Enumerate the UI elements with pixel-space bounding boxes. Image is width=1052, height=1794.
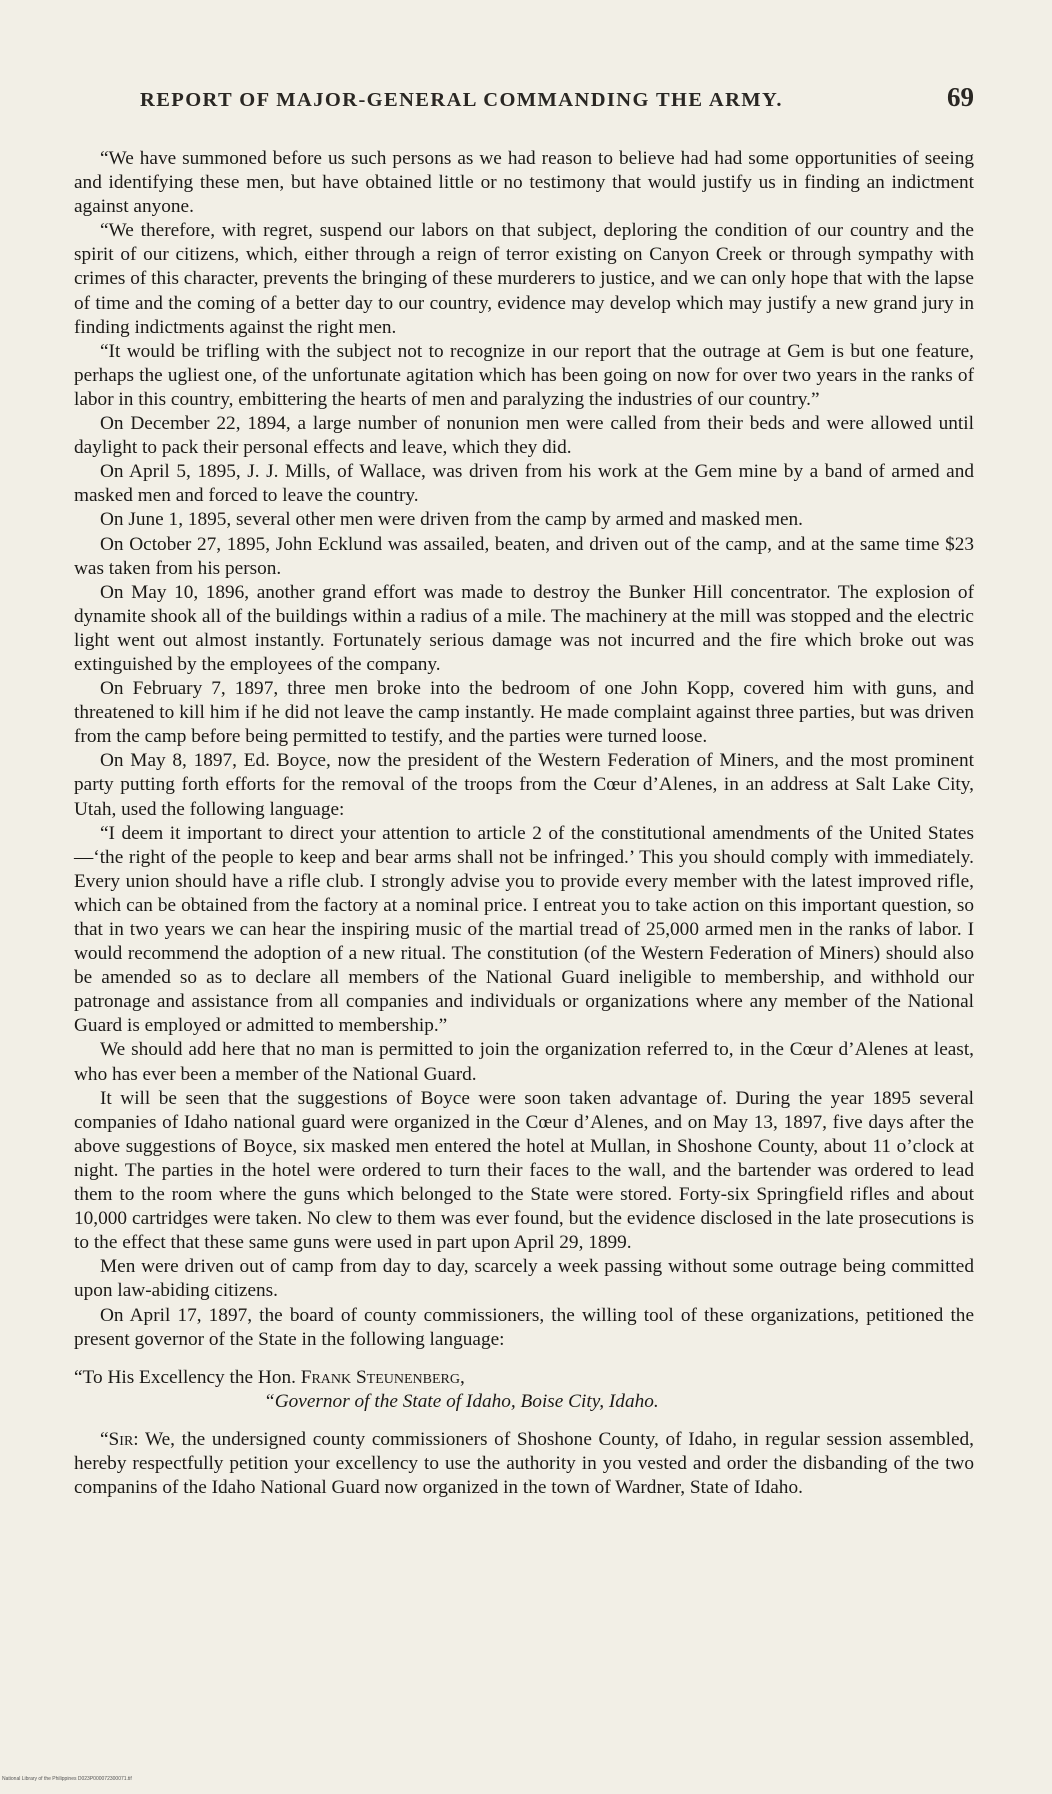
quotation-paragraph: “I deem it important to direct your attention to article 2 of the constitutional amendments of the United States—‘the right of the people to keep and bear arms shall not be infringed.’ This you should comply with immediately. Every union should have a rifle club. I strongly advise you to provide every member with the latest improved rifle, which can be obtained from the factory at a nominal price. I entreat you to take action on this important question, so that in two years we can hear the inspiring music of the martial tread of 25,000 armed men in the ranks of labor. I would recommend the adoption of a new ritual. The constitution (of the Western Federation of Miners) should also be amended so as to declare all members of the National Guard ineligible to membership, and withhold our patronage and assistance from all companies and individuals or organizations where any member of the National Guard is employed or admitted to membership.”	[74, 822, 974, 1037]
paragraph: On April 5, 1895, J. J. Mills, of Wallace, was driven from his work at the Gem mine by a band of armed and masked men and forced to leave the country.	[74, 461, 974, 507]
paragraph: We should add here that no man is permitted to join the organization referred to, in the Cœur d’Alenes at least, who has ever been a member of the National Guard.	[74, 1039, 974, 1085]
address-line-1	[74, 1366, 974, 1390]
paragraph: Men were driven out of camp from day to day, scarcely a week passing without some outrage being committed upon law-abiding citizens.	[74, 1256, 974, 1302]
page-number: 69	[947, 82, 974, 112]
scan-metadata: National Library of the Philippines D023P000072300071.tif	[2, 1776, 132, 1782]
paragraph: On May 10, 1896, another grand effort was made to destroy the Bunker Hill concentrator. The explosion of dynamite shook all of the buildings within a radius of a mile. The machinery at the mill was stopped and the electric light went out almost instantly. Fortunately serious damage was not incurred and the fire which broke out was extinguished by the employees of the company.	[74, 581, 974, 675]
address-name: Frank Steunenberg,	[300, 1366, 465, 1388]
running-title: REPORT OF MAJOR-GENERAL COMMANDING THE ARMY.	[140, 89, 783, 111]
salutation: “Sir:	[100, 1428, 139, 1450]
paragraph: “We therefore, with regret, suspend our labors on that subject, deploring the condition of our country and the spirit of our citizens, which, either through a reign of terror existing on Canyon Creek or through sympathy with crimes of this character, prevents the bringing of these murderers to justice, and we can only hope that with the lapse of time and the coming of a better day to our country, evidence may develop which may justify a new grand jury in finding indictments against the right men.	[74, 220, 974, 338]
running-head	[140, 82, 974, 113]
paragraph: On December 22, 1894, a large number of nonunion men were called from their beds and were allowed until daylight to pack their personal effects and leave, which they did.	[74, 413, 974, 459]
paragraph: On May 8, 1897, Ed. Boyce, now the president of the Western Federation of Miners, and the most prominent party putting forth efforts for the removal of the troops from the Cœur d’Alenes, in an address at Salt Lake City, Utah, used the following language:	[74, 750, 974, 820]
petition-text: We, the undersigned county commissioners of Shoshone County, of Idaho, in regular session assembled, hereby respectfully petition your excellency to use the authority in you vested and order the disbanding of the two companins of the Idaho National Guard now organized in the town of Wardner, State of Idaho.	[74, 1428, 974, 1499]
body-text	[74, 147, 974, 1500]
paragraph: It will be seen that the suggestions of Boyce were soon taken advantage of. During the year 1895 several companies of Idaho national guard were organized in the Cœur d’Alenes, and on May 13, 1897, five days after the above suggestions of Boyce, six masked men entered the hotel at Mullan, in Shoshone County, about 11 o’clock at night. The parties in the hotel were ordered to turn their faces to the wall, and the bartender was ordered to lead them to the room where the guns which belonged to the State were stored. Forty-six Springfield rifles and about 10,000 cartridges were taken. No clew to them was ever found, but the evidence disclosed in the late prosecutions is to the effect that these same guns were used in part upon April 29, 1899.	[74, 1087, 974, 1254]
paragraph: On June 1, 1895, several other men were driven from the camp by armed and masked men.	[100, 509, 804, 531]
paragraph: On February 7, 1897, three men broke into the bedroom of one John Kopp, covered him with guns, and threatened to kill him if he did not leave the camp instantly. He made complaint against three parties, but was driven from the camp before being permitted to testify, and the parties were turned loose.	[74, 678, 974, 748]
petition-paragraph	[74, 1428, 974, 1500]
address-line-2: “Governor of the State of Idaho, Boise City, Idaho.	[264, 1390, 659, 1412]
paragraph: On April 17, 1897, the board of county commissioners, the willing tool of these organizations, petitioned the present governor of the State in the following language:	[74, 1304, 974, 1350]
address-prefix: “To His Excellency the Hon.	[74, 1366, 301, 1388]
paragraph: “We have summoned before us such persons as we had reason to believe had had some opportunities of seeing and identifying these men, but have obtained little or no testimony that would justify us in finding an indictment against anyone.	[74, 148, 974, 218]
paragraph: “It would be trifling with the subject not to recognize in our report that the outrage at Gem is but one feature, perhaps the ugliest one, of the unfortunate agitation which has been going on now for over two years in the ranks of labor in this country, embittering the hearts of men and paralyzing the industries of our country.”	[74, 340, 974, 410]
paragraph: On October 27, 1895, John Ecklund was assailed, beaten, and driven out of the camp, and at the same time $23 was taken from his person.	[74, 533, 974, 579]
